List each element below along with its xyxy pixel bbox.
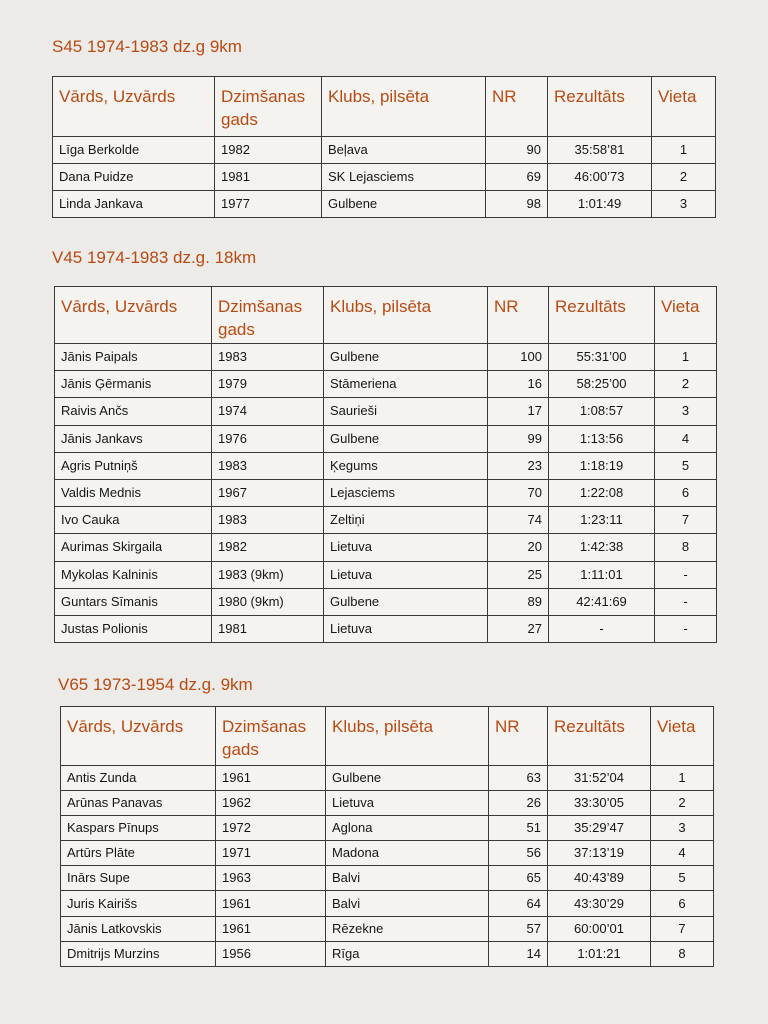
cell-name: Raivis Ančs: [55, 398, 212, 425]
cell-result: 1:01:49: [548, 191, 652, 218]
cell-place: 3: [652, 191, 716, 218]
results-table: [52, 76, 716, 218]
header-name: Vārds, Uzvārds: [61, 707, 216, 766]
table-row: [53, 191, 716, 218]
header-club: Klubs, pilsēta: [326, 707, 489, 766]
cell-name: Juris Kairišs: [61, 891, 216, 916]
cell-name: Antis Zunda: [61, 766, 216, 791]
cell-birth-year: 1977: [215, 191, 322, 218]
table-row: [61, 941, 714, 966]
header-name: Vārds, Uzvārds: [55, 287, 212, 344]
table-row: [53, 137, 716, 164]
cell-result: -: [549, 615, 655, 642]
cell-name: Artūrs Plāte: [61, 841, 216, 866]
cell-club: Aglona: [326, 816, 489, 841]
header-row: [55, 287, 717, 344]
cell-club: Gulbene: [324, 588, 488, 615]
cell-place: 8: [655, 534, 717, 561]
cell-name: Aurimas Skirgaila: [55, 534, 212, 561]
cell-place: 7: [651, 916, 714, 941]
cell-club: Balvi: [326, 891, 489, 916]
cell-result: 1:13:56: [549, 425, 655, 452]
cell-place: 7: [655, 507, 717, 534]
cell-place: 1: [655, 344, 717, 371]
cell-birth-year: 1983: [212, 452, 324, 479]
cell-club: Rīga: [326, 941, 489, 966]
cell-nr: 69: [486, 164, 548, 191]
cell-name: Valdis Mednis: [55, 479, 212, 506]
cell-result: 40:43’89: [548, 866, 651, 891]
cell-name: Guntars Sīmanis: [55, 588, 212, 615]
table-row: [55, 615, 717, 642]
cell-result: 43:30’29: [548, 891, 651, 916]
cell-place: 2: [651, 791, 714, 816]
table-row: [61, 766, 714, 791]
cell-name: Agris Putniņš: [55, 452, 212, 479]
cell-nr: 99: [488, 425, 549, 452]
cell-birth-year: 1971: [216, 841, 326, 866]
header-club: Klubs, pilsēta: [322, 77, 486, 137]
cell-place: 4: [655, 425, 717, 452]
cell-result: 1:11:01: [549, 561, 655, 588]
header-nr: NR: [489, 707, 548, 766]
cell-name: Dmitrijs Murzins: [61, 941, 216, 966]
table-row: [55, 534, 717, 561]
cell-club: SK Lejasciems: [322, 164, 486, 191]
cell-club: Lejasciems: [324, 479, 488, 506]
cell-club: Stāmeriena: [324, 371, 488, 398]
cell-club: Madona: [326, 841, 489, 866]
header-row: [61, 707, 714, 766]
table-row: [53, 164, 716, 191]
header-nr: NR: [486, 77, 548, 137]
cell-nr: 100: [488, 344, 549, 371]
cell-birth-year: 1961: [216, 916, 326, 941]
cell-birth-year: 1961: [216, 766, 326, 791]
cell-birth-year: 1982: [215, 137, 322, 164]
cell-place: 3: [655, 398, 717, 425]
cell-name: Dana Puidze: [53, 164, 215, 191]
cell-name: Jānis Latkovskis: [61, 916, 216, 941]
cell-place: 5: [651, 866, 714, 891]
cell-club: Rēzekne: [326, 916, 489, 941]
cell-result: 1:23:11: [549, 507, 655, 534]
cell-name: Jānis Ģērmanis: [55, 371, 212, 398]
cell-nr: 16: [488, 371, 549, 398]
cell-club: Lietuva: [326, 791, 489, 816]
cell-birth-year: 1983 (9km): [212, 561, 324, 588]
cell-result: 58:25’00: [549, 371, 655, 398]
header-birth-year: Dzimšanas gads: [212, 287, 324, 344]
table-row: [61, 891, 714, 916]
header-place: Vieta: [651, 707, 714, 766]
cell-nr: 57: [489, 916, 548, 941]
cell-result: 46:00’73: [548, 164, 652, 191]
table-row: [61, 816, 714, 841]
cell-place: 1: [651, 766, 714, 791]
cell-birth-year: 1967: [212, 479, 324, 506]
cell-nr: 23: [488, 452, 549, 479]
cell-result: 42:41:69: [549, 588, 655, 615]
cell-birth-year: 1983: [212, 507, 324, 534]
cell-result: 31:52’04: [548, 766, 651, 791]
header-result: Rezultāts: [548, 707, 651, 766]
cell-birth-year: 1962: [216, 791, 326, 816]
results-table: [54, 286, 717, 643]
cell-place: 5: [655, 452, 717, 479]
cell-place: -: [655, 588, 717, 615]
results-table: [60, 706, 714, 967]
cell-place: 3: [651, 816, 714, 841]
cell-birth-year: 1972: [216, 816, 326, 841]
cell-club: Zeltiņi: [324, 507, 488, 534]
header-nr: NR: [488, 287, 549, 344]
cell-name: Kaspars Pīnups: [61, 816, 216, 841]
cell-nr: 17: [488, 398, 549, 425]
cell-nr: 56: [489, 841, 548, 866]
header-row: [53, 77, 716, 137]
cell-nr: 25: [488, 561, 549, 588]
header-club: Klubs, pilsēta: [324, 287, 488, 344]
cell-club: Lietuva: [324, 615, 488, 642]
cell-club: Balvi: [326, 866, 489, 891]
cell-place: 8: [651, 941, 714, 966]
cell-name: Ivo Cauka: [55, 507, 212, 534]
table-row: [55, 398, 717, 425]
cell-nr: 74: [488, 507, 549, 534]
cell-nr: 14: [489, 941, 548, 966]
cell-nr: 89: [488, 588, 549, 615]
cell-place: 6: [655, 479, 717, 506]
cell-place: 2: [652, 164, 716, 191]
table-row: [55, 371, 717, 398]
table-row: [55, 479, 717, 506]
table-row: [61, 841, 714, 866]
cell-result: 60:00’01: [548, 916, 651, 941]
cell-place: 2: [655, 371, 717, 398]
cell-birth-year: 1982: [212, 534, 324, 561]
cell-birth-year: 1974: [212, 398, 324, 425]
table-row: [55, 425, 717, 452]
cell-nr: 27: [488, 615, 549, 642]
cell-nr: 51: [489, 816, 548, 841]
cell-result: 35:58’81: [548, 137, 652, 164]
cell-result: 37:13’19: [548, 841, 651, 866]
cell-result: 1:22:08: [549, 479, 655, 506]
cell-club: Gulbene: [324, 425, 488, 452]
cell-club: Lietuva: [324, 534, 488, 561]
cell-place: 6: [651, 891, 714, 916]
cell-nr: 65: [489, 866, 548, 891]
cell-club: Saurieši: [324, 398, 488, 425]
cell-nr: 70: [488, 479, 549, 506]
cell-place: -: [655, 561, 717, 588]
cell-birth-year: 1983: [212, 344, 324, 371]
cell-birth-year: 1979: [212, 371, 324, 398]
header-birth-year: Dzimšanas gads: [215, 77, 322, 137]
header-birth-year: Dzimšanas gads: [216, 707, 326, 766]
header-result: Rezultāts: [548, 77, 652, 137]
cell-name: Linda Jankava: [53, 191, 215, 218]
table-row: [55, 507, 717, 534]
section-title: S45 1974-1983 dz.g 9km: [52, 37, 242, 56]
header-place: Vieta: [655, 287, 717, 344]
cell-nr: 98: [486, 191, 548, 218]
cell-result: 35:29’47: [548, 816, 651, 841]
cell-name: Inārs Supe: [61, 866, 216, 891]
header-place: Vieta: [652, 77, 716, 137]
cell-birth-year: 1956: [216, 941, 326, 966]
cell-place: -: [655, 615, 717, 642]
cell-place: 1: [652, 137, 716, 164]
cell-nr: 26: [489, 791, 548, 816]
cell-birth-year: 1980 (9km): [212, 588, 324, 615]
cell-name: Mykolas Kalninis: [55, 561, 212, 588]
table-row: [55, 344, 717, 371]
cell-nr: 64: [489, 891, 548, 916]
header-result: Rezultāts: [549, 287, 655, 344]
table-row: [55, 588, 717, 615]
cell-club: Gulbene: [326, 766, 489, 791]
section-title: V45 1974-1983 dz.g. 18km: [52, 248, 257, 267]
cell-result: 1:01:21: [548, 941, 651, 966]
cell-nr: 63: [489, 766, 548, 791]
cell-name: Jānis Paipals: [55, 344, 212, 371]
cell-name: Līga Berkolde: [53, 137, 215, 164]
table-row: [61, 916, 714, 941]
header-name: Vārds, Uzvārds: [53, 77, 215, 137]
table-row: [61, 791, 714, 816]
cell-club: Lietuva: [324, 561, 488, 588]
cell-club: Gulbene: [324, 344, 488, 371]
cell-result: 1:08:57: [549, 398, 655, 425]
cell-birth-year: 1961: [216, 891, 326, 916]
table-row: [61, 866, 714, 891]
cell-nr: 20: [488, 534, 549, 561]
cell-club: Beļava: [322, 137, 486, 164]
cell-birth-year: 1963: [216, 866, 326, 891]
cell-result: 1:18:19: [549, 452, 655, 479]
cell-nr: 90: [486, 137, 548, 164]
cell-result: 1:42:38: [549, 534, 655, 561]
cell-result: 55:31’00: [549, 344, 655, 371]
cell-name: Jānis Jankavs: [55, 425, 212, 452]
cell-birth-year: 1981: [215, 164, 322, 191]
table-row: [55, 561, 717, 588]
cell-birth-year: 1981: [212, 615, 324, 642]
cell-name: Arūnas Panavas: [61, 791, 216, 816]
cell-result: 33:30’05: [548, 791, 651, 816]
section-title: V65 1973-1954 dz.g. 9km: [58, 675, 253, 694]
cell-place: 4: [651, 841, 714, 866]
table-row: [55, 452, 717, 479]
cell-birth-year: 1976: [212, 425, 324, 452]
cell-name: Justas Polionis: [55, 615, 212, 642]
cell-club: Ķegums: [324, 452, 488, 479]
cell-club: Gulbene: [322, 191, 486, 218]
